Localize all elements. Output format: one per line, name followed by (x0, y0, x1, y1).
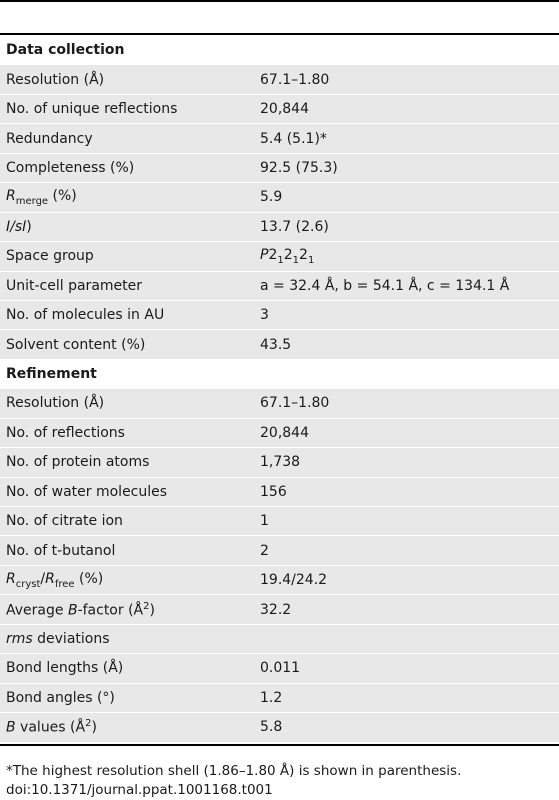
row-label: rms deviations (6, 630, 110, 647)
row-value: 20,844 (260, 101, 309, 118)
table-row (0, 625, 559, 654)
table-row (0, 330, 559, 359)
section-header-row (0, 36, 559, 65)
row-value: 13.7 (2.6) (260, 218, 329, 235)
row-label: Data collection (6, 42, 125, 59)
table-row (0, 419, 559, 448)
row-value: 1 (260, 513, 269, 530)
row-label: Refinement (6, 366, 97, 383)
section-header-row (0, 360, 559, 389)
row-value: 67.1–1.80 (260, 395, 330, 412)
table-row (0, 301, 559, 330)
table-row (0, 389, 559, 418)
table-row (0, 654, 559, 683)
table-row (0, 448, 559, 477)
row-label: B values $(Å^2)$ (6, 718, 97, 737)
row-value: 92.5 (75.3) (260, 159, 338, 176)
table-row (0, 95, 559, 124)
table-row (0, 183, 559, 212)
table-row (0, 507, 559, 536)
table-row (0, 478, 559, 507)
row-label: Solvent content (%) (6, 336, 146, 353)
row-label: No. of water molecules (6, 483, 168, 500)
top-rule (0, 0, 559, 2)
table-row (0, 595, 559, 624)
footnote-text: *The highest resolution shell (1.86–1.80 Å) is shown in parenthesis. (6, 763, 462, 779)
row-value: 32.2 (260, 601, 292, 618)
row-label: No. of t-butanol (6, 542, 116, 559)
row-label: No. of unique reflections (6, 101, 178, 118)
row-label: Bond lengths (Å) (6, 660, 124, 677)
table-row (0, 242, 559, 271)
row-label: No. of protein atoms (6, 454, 150, 471)
row-label: No. of citrate ion (6, 513, 123, 530)
table-row (0, 536, 559, 565)
row-label: No. of molecules in AU (6, 307, 165, 324)
table-row (0, 65, 559, 94)
row-value: $P2_12_12_1$ (260, 246, 315, 266)
row-label: Resolution (Å) (6, 71, 105, 88)
row-label: Resolution (Å) (6, 395, 105, 412)
row-label: Space group (6, 248, 94, 265)
row-label: No. of reflections (6, 424, 125, 441)
table-row (0, 272, 559, 301)
row-value: 1.2 (260, 689, 283, 706)
row-label: Redundancy (6, 130, 93, 147)
table-row (0, 154, 559, 183)
row-label: Bond angles (°) (6, 689, 115, 706)
row-value: a = 32.4 Å, b = 54.1 Å, c = 134.1 Å (260, 277, 510, 294)
row-value: 43.5 (260, 336, 292, 353)
row-value: 156 (260, 483, 287, 500)
header-rule (0, 33, 559, 35)
row-label: $R_{merge}$ (%) (6, 188, 77, 207)
row-label: Average B-factor $(Å^2)$ (6, 600, 155, 619)
row-value: 5.4 (5.1)* (260, 130, 327, 147)
row-label: Completeness (%) (6, 159, 135, 176)
table-row (0, 566, 559, 595)
row-value: 1,738 (260, 454, 301, 471)
row-label: I/sI) (6, 218, 32, 235)
table-row (0, 684, 559, 713)
table-footnote (6, 762, 461, 800)
row-value: 3 (260, 307, 269, 324)
row-value: 5.8 (260, 719, 283, 736)
table-row (0, 213, 559, 242)
doi-text: doi:10.1371/journal.ppat.1001168.t001 (6, 782, 273, 798)
table-row (0, 713, 559, 742)
row-value: 5.9 (260, 189, 283, 206)
bottom-rule (0, 744, 559, 746)
row-label: Unit-cell parameter (6, 277, 143, 294)
row-value: 2 (260, 542, 269, 559)
row-value: 19.4/24.2 (260, 572, 328, 589)
table-row (0, 124, 559, 153)
row-value: 20,844 (260, 424, 309, 441)
row-label: $R_{cryst}/R_{free}$ (%) (6, 570, 104, 590)
row-value: 67.1–1.80 (260, 71, 330, 88)
data-table (0, 36, 559, 743)
row-value: 0.011 (260, 660, 301, 677)
